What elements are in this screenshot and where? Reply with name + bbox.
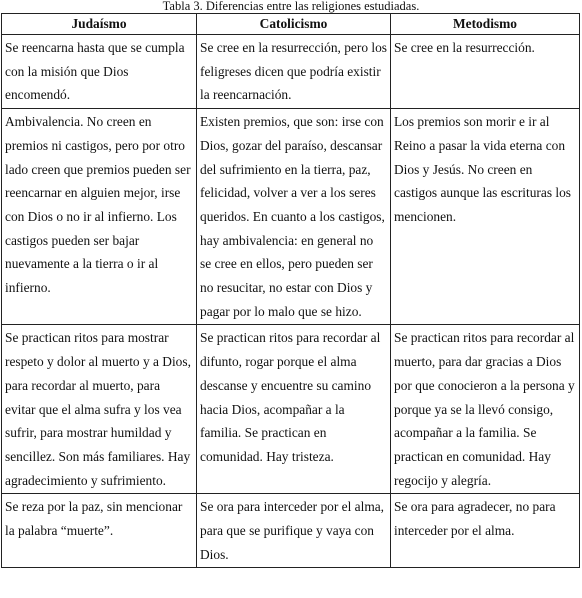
cell-metodismo: Se ora para agradecer, no para interceder por el alma.	[391, 494, 580, 568]
cell-metodismo: Se cree en la resurrección.	[391, 35, 580, 109]
cell-catolicismo: Se practican ritos para recordar al difunto, rogar porque el alma descanse y encuentre su camino hacia Dios, acompañar a la familia. Se practican en comunidad. Hay tristeza.	[197, 325, 391, 494]
cell-metodismo: Se practican ritos para recordar al muerto, para dar gracias a Dios por que conocieron a la persona y porque ya se la llevó consigo, acompañar a la familia. Se practican en comunidad. Hay regocijo y alegría.	[391, 325, 580, 494]
cell-judaismo: Se reencarna hasta que se cumpla con la misión que Dios encomendó.	[2, 35, 197, 109]
header-catolicismo: Catolicismo	[197, 14, 391, 35]
header-metodismo: Metodismo	[391, 14, 580, 35]
cell-catolicismo: Se cree en la resurrección, pero los feligreses dicen que podría existir la reencarnación.	[197, 35, 391, 109]
cell-catolicismo: Se ora para interceder por el alma, para que se purifique y vaya con Dios.	[197, 494, 391, 568]
table-caption: Tabla 3. Diferencias entre las religiones estudiadas.	[162, 0, 420, 13]
cell-judaismo: Se reza por la paz, sin mencionar la palabra “muerte”.	[2, 494, 197, 568]
religion-differences-table	[1, 13, 580, 568]
cell-metodismo: Los premios son morir e ir al Reino a pasar la vida eterna con Dios y Jesús. No creen en castigos aunque las escrituras los mencionen.	[391, 109, 580, 325]
table-row	[2, 35, 580, 109]
table-row	[2, 325, 580, 494]
cell-judaismo: Se practican ritos para mostrar respeto y dolor al muerto y a Dios, para recordar al muerto, para evitar que el alma sufra y los vea sufrir, para mostrar humildad y sencillez. Son más familiares. Hay agradecimiento y sufrimiento.	[2, 325, 197, 494]
table-row	[2, 109, 580, 325]
table-header-row	[2, 14, 580, 35]
cell-catolicismo: Existen premios, que son: irse con Dios, gozar del paraíso, descansar del sufrimiento en la tierra, paz, felicidad, volver a ver a los seres queridos. En cuanto a los castigos, hay ambivalencia: en general no se cree en ellos, pero pueden ser no resucitar, no estar con Dios y pagar por lo malo que se hizo.	[197, 109, 391, 325]
cell-judaismo: Ambivalencia. No creen en premios ni castigos, pero por otro lado creen que premios pueden ser reencarnar en alguien mejor, irse con Dios o no ir al infierno. Los castigos pueden ser bajar nuevamente a la tierra o ir al infierno.	[2, 109, 197, 325]
header-judaismo: Judaísmo	[2, 14, 197, 35]
table-row	[2, 494, 580, 568]
